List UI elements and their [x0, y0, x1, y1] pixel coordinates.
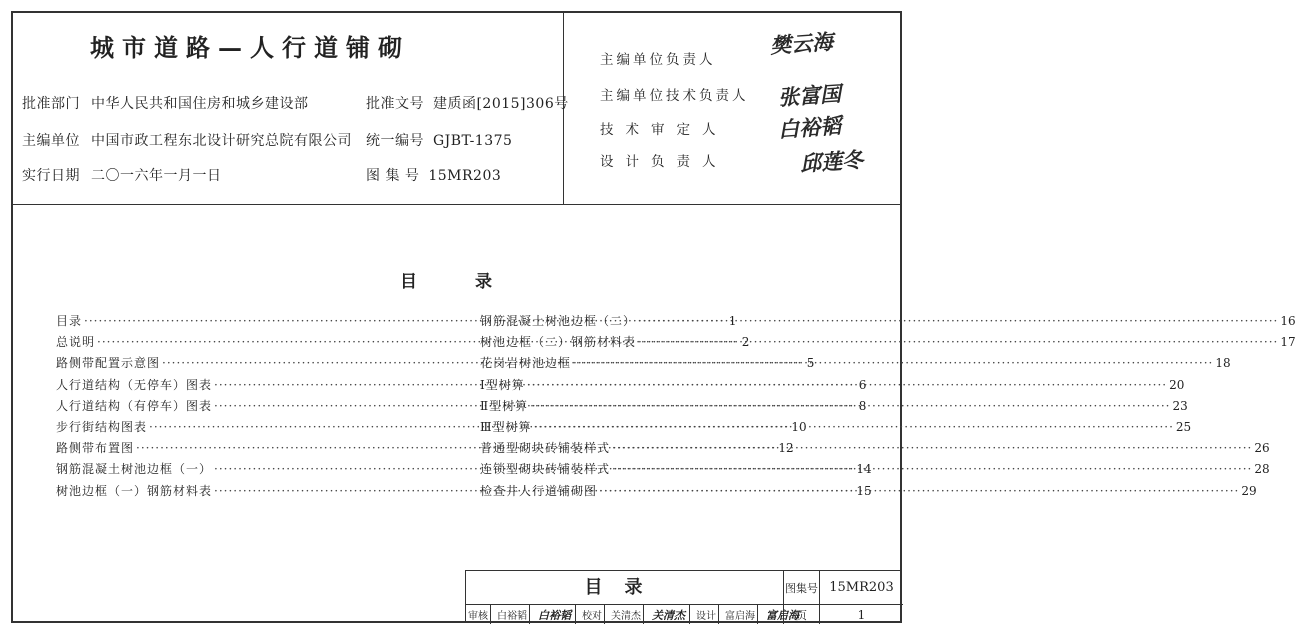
effective-date-label: 实行日期 [22, 168, 80, 184]
unified-no: GJBT-1375 [432, 133, 513, 149]
toc-heading: 目录 [400, 272, 550, 292]
resp-label-tech-chief: 主编单位技术负责人 [600, 88, 749, 104]
toc-entry[interactable]: 路侧带布置图 ····· 12 [56, 439, 442, 460]
atlas-no-row [366, 165, 501, 185]
approval-no-row [366, 93, 569, 113]
toc-entry[interactable]: Ⅲ型树箅 ····· 25 [480, 418, 862, 439]
toc-entry[interactable]: 钢筋混凝土树池边框（二） ····· 16 [480, 312, 862, 333]
toc-entry[interactable]: Ⅱ型树箅 ····· 23 [480, 397, 862, 418]
atlas-no-label: 图 集 号 [366, 168, 420, 184]
toc-entry[interactable]: 人行道结构（有停车）图表 ····· 8 [56, 397, 442, 418]
toc-entry[interactable]: 检查井人行道铺砌图 ····· 29 [480, 482, 862, 503]
atlas-no: 15MR203 [428, 168, 502, 184]
signature-reviewer: 白裕韬 [777, 112, 842, 143]
toc-entry[interactable]: 树池边框（二）钢筋材料表 ····· 17 [480, 333, 862, 354]
toc-entry[interactable]: Ⅰ型树箅 ····· 20 [480, 376, 862, 397]
approval-dept-row [22, 93, 308, 113]
toc-entry[interactable]: 目录 ····· 1 [56, 312, 442, 333]
design-signature: 富启海 [766, 608, 799, 622]
check-label: 校对 [582, 611, 602, 622]
title-block-sheet-title: 目录 [466, 571, 784, 605]
resp-label-chief-unit: 主编单位负责人 [600, 52, 716, 68]
toc-entry[interactable]: 树池边框（一）钢筋材料表 ····· 15 [56, 482, 442, 503]
atlas-no-cell: 15MR203 [820, 571, 903, 605]
toc-entry[interactable]: 普通型砌块砖铺装样式 ····· 26 [480, 439, 862, 460]
signature-tech-chief: 张富国 [777, 80, 842, 111]
page-label-cell: 页 [784, 605, 820, 624]
review-signature: 白裕韬 [538, 608, 571, 622]
resp-label-reviewer: 技术审定人 [600, 122, 728, 138]
toc-entry[interactable]: 路侧带配置示意图 ····· 5 [56, 354, 442, 375]
title-block [465, 570, 902, 623]
title-block-approvals [466, 605, 799, 624]
approval-dept-label: 批准部门 [22, 96, 80, 112]
design-label: 设计 [696, 611, 716, 622]
design-name: 富启海 [725, 611, 755, 622]
check-signature: 关清杰 [652, 608, 685, 622]
editor-unit-row [22, 130, 352, 150]
check-name: 关清杰 [611, 611, 641, 622]
toc-right-column [480, 312, 1296, 503]
atlas-no-label-cell: 图集号 [784, 571, 820, 605]
editor-unit: 中国市政工程东北设计研究总院有限公司 [90, 133, 352, 149]
review-name: 白裕韬 [497, 611, 527, 622]
page-number-cell: 1 [857, 607, 866, 622]
signature-designer: 邱莲冬 [799, 146, 864, 177]
toc-entry[interactable]: 步行街结构图表 ····· 10 [56, 418, 442, 439]
resp-label-designer: 设计负责人 [600, 154, 728, 170]
review-label: 审核 [468, 611, 488, 622]
header-divider [11, 204, 902, 205]
approval-no: 建质函[2015]306号 [432, 96, 569, 112]
signature-chief-unit: 樊云海 [769, 28, 834, 59]
toc-entry[interactable]: 连锁型砌块砖铺装样式 ····· 28 [480, 460, 862, 481]
toc-entry[interactable]: 人行道结构（无停车）图表 ····· 6 [56, 376, 442, 397]
effective-date: 二〇一六年一月一日 [90, 168, 222, 184]
atlas-title: 城市道路—人行道铺砌 [90, 33, 410, 62]
effective-date-row [22, 165, 221, 185]
unified-no-row [366, 130, 512, 150]
toc-entry[interactable]: 总说明 ····· 2 [56, 333, 442, 354]
editor-unit-label: 主编单位 [22, 133, 80, 149]
unified-no-label: 统一编号 [366, 133, 424, 149]
approval-no-label: 批准文号 [366, 96, 424, 112]
approval-dept: 中华人民共和国住房和城乡建设部 [90, 96, 309, 112]
toc-entry[interactable]: 钢筋混凝土树池边框（一） ····· 14 [56, 460, 442, 481]
toc-entry[interactable]: 花岗岩树池边框 ····· 18 [480, 354, 862, 375]
